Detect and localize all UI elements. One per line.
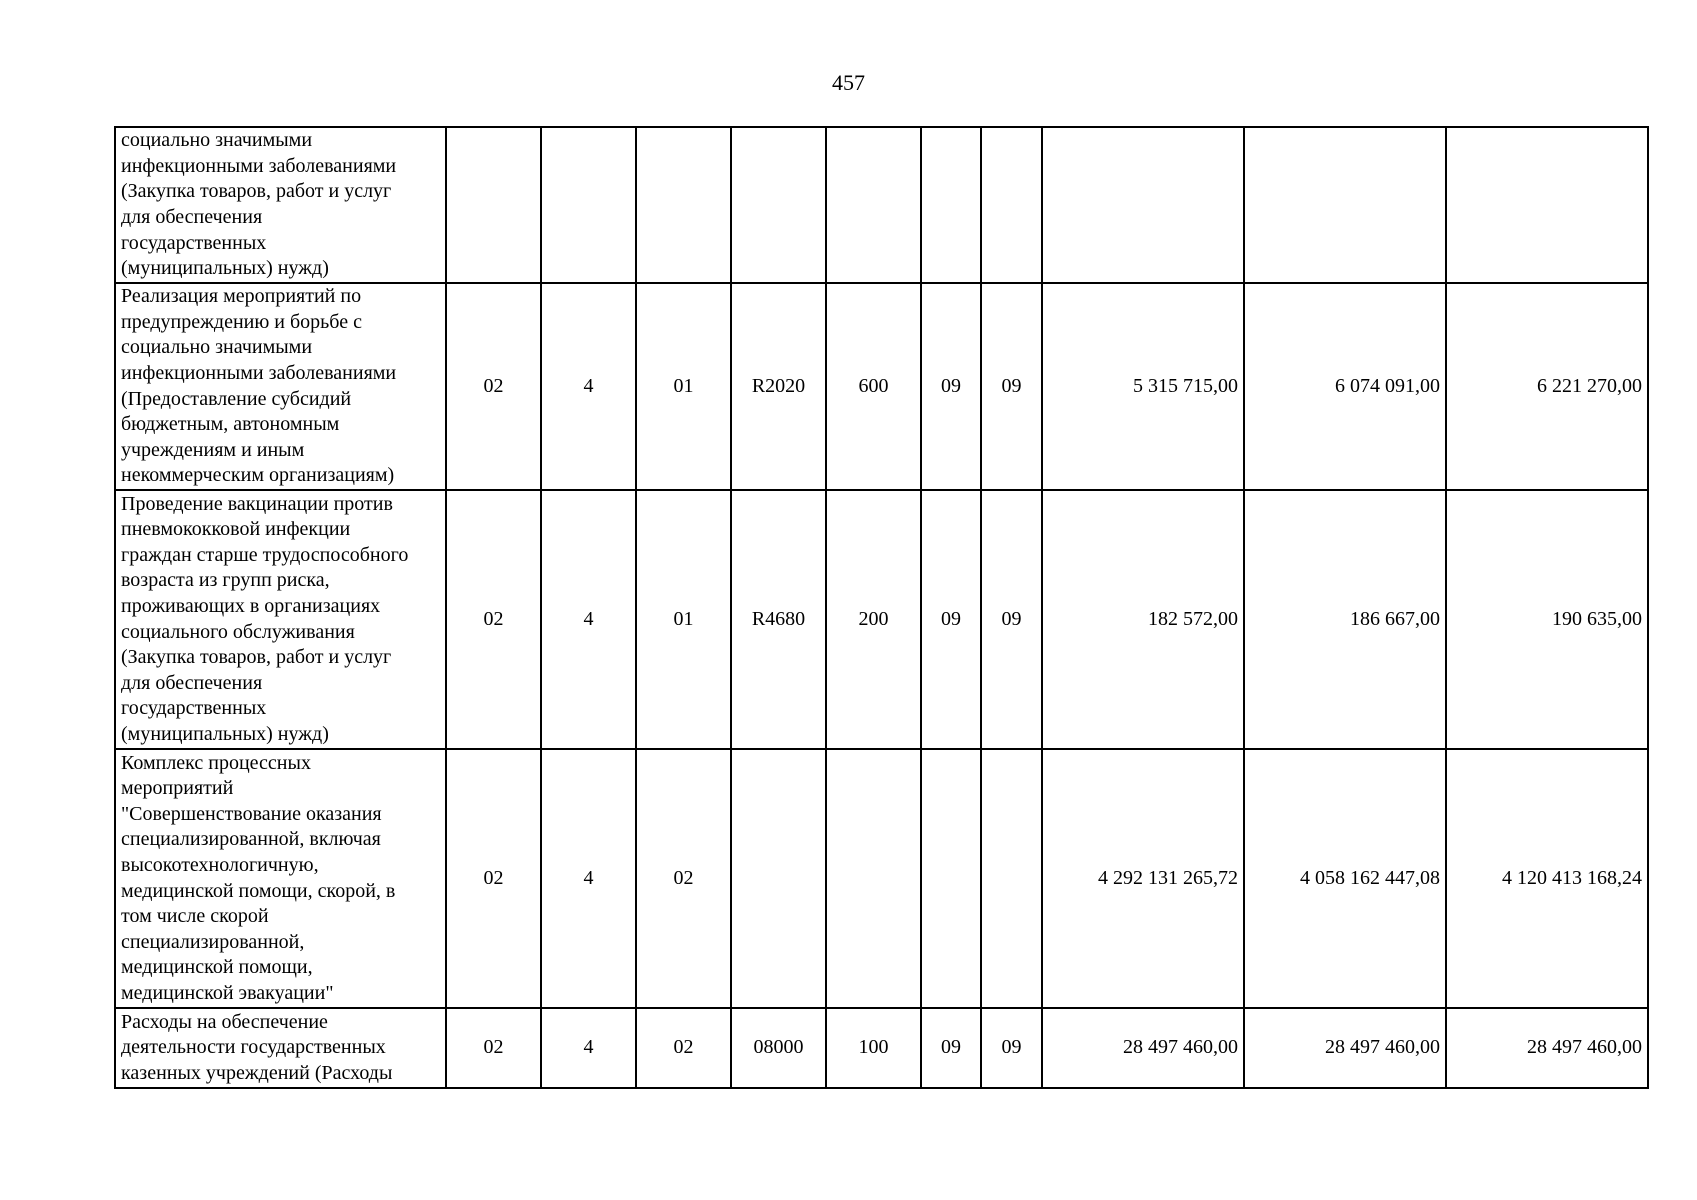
expense-name-line: государственных: [121, 697, 267, 720]
expense-name-line: специализированной,: [121, 930, 305, 953]
expense-name-line: бюджетным, автономным: [121, 413, 340, 436]
expense-type-code-cell: 600: [826, 283, 921, 490]
expense-name-line: возраста из групп риска,: [121, 569, 330, 592]
expense-name-line: специализированной, включая: [121, 828, 381, 851]
direction-code-cell: [731, 749, 826, 1008]
sum-year-1-cell: 4 292 131 265,72: [1042, 749, 1244, 1008]
expense-name-line: "Совершенствование оказания: [121, 802, 382, 825]
sum-year-3-cell: 6 221 270,00: [1446, 283, 1648, 490]
expense-name-line: (муниципальных) нужд): [121, 257, 329, 280]
program-code-cell: 02: [446, 283, 541, 490]
section-code-cell: [921, 127, 981, 283]
subprogram-code-cell: [541, 127, 636, 283]
expense-name-line: том числе скорой: [121, 905, 269, 928]
expense-name-line: деятельности государственных: [121, 1036, 386, 1059]
subprogram-code-cell: 4: [541, 749, 636, 1008]
expense-name-line: медицинской эвакуации": [121, 981, 334, 1004]
table-row: [115, 490, 1648, 749]
sum-year-3-cell: 4 120 413 168,24: [1446, 749, 1648, 1008]
direction-code-cell: R4680: [731, 490, 826, 749]
section-code-cell: 09: [921, 1008, 981, 1088]
subsection-code-cell: [981, 127, 1042, 283]
sum-year-1-cell: [1042, 127, 1244, 283]
sum-year-1-cell: 182 572,00: [1042, 490, 1244, 749]
expense-name-line: социально значимыми: [121, 129, 313, 152]
program-code-cell: 02: [446, 490, 541, 749]
table-row: [115, 127, 1648, 283]
sum-year-1-cell: 28 497 460,00: [1042, 1008, 1244, 1088]
program-code-cell: 02: [446, 1008, 541, 1088]
expense-name-line: граждан старше трудоспособного: [121, 543, 409, 566]
expense-name-line: Расходы на обеспечение: [121, 1010, 328, 1033]
sum-year-1-cell: 5 315 715,00: [1042, 283, 1244, 490]
program-code-cell: 02: [446, 749, 541, 1008]
structure-code-cell: 02: [636, 749, 731, 1008]
table-row: [115, 1008, 1648, 1088]
subsection-code-cell: 09: [981, 283, 1042, 490]
subprogram-code-cell: 4: [541, 283, 636, 490]
expense-name-cell: [115, 490, 446, 749]
expense-type-code-cell: 200: [826, 490, 921, 749]
structure-code-cell: 01: [636, 490, 731, 749]
expense-name-line: Проведение вакцинации против: [121, 492, 393, 515]
expense-type-code-cell: [826, 127, 921, 283]
sum-year-2-cell: 6 074 091,00: [1244, 283, 1446, 490]
expense-name-line: (муниципальных) нужд): [121, 722, 329, 745]
section-code-cell: 09: [921, 490, 981, 749]
expense-name-line: для обеспечения: [121, 206, 263, 228]
expense-name-line: социального обслуживания: [121, 620, 355, 643]
expense-type-code-cell: [826, 749, 921, 1008]
expense-name-line: для обеспечения: [121, 671, 263, 694]
expense-name-line: учреждениям и иным: [121, 438, 305, 461]
sum-year-3-cell: 190 635,00: [1446, 490, 1648, 749]
budget-table: [114, 126, 1649, 1089]
sum-year-2-cell: 28 497 460,00: [1244, 1008, 1446, 1088]
direction-code-cell: [731, 127, 826, 283]
structure-code-cell: 02: [636, 1008, 731, 1088]
expense-name-line: высокотехнологичную,: [121, 853, 319, 876]
expense-name-cell: [115, 127, 446, 283]
page-number: 457: [832, 70, 865, 95]
expense-name-line: пневмококковой инфекции: [121, 518, 351, 541]
sum-year-2-cell: 186 667,00: [1244, 490, 1446, 749]
program-code-cell: [446, 127, 541, 283]
expense-name-line: некоммерческим организациям): [121, 464, 395, 487]
expense-name-line: социально значимыми: [121, 336, 313, 359]
direction-code-cell: R2020: [731, 283, 826, 490]
subprogram-code-cell: 4: [541, 1008, 636, 1088]
expense-name-cell: [115, 749, 446, 1008]
sum-year-2-cell: 4 058 162 447,08: [1244, 749, 1446, 1008]
expense-name-line: предупреждению и борьбе с: [121, 310, 362, 333]
expense-name-line: медицинской помощи,: [121, 956, 313, 979]
sum-year-3-cell: [1446, 127, 1648, 283]
sum-year-3-cell: 28 497 460,00: [1446, 1008, 1648, 1088]
expense-name-line: (Закупка товаров, работ и услуг: [121, 646, 392, 669]
expense-name-cell: [115, 1008, 446, 1088]
expense-name-line: (Закупка товаров, работ и услуг: [121, 180, 392, 203]
section-code-cell: [921, 749, 981, 1008]
table-row: [115, 749, 1648, 1008]
section-code-cell: 09: [921, 283, 981, 490]
expense-name-line: инфекционными заболеваниями: [121, 361, 397, 384]
expense-name-line: мероприятий: [121, 777, 234, 800]
expense-name-line: инфекционными заболеваниями: [121, 154, 397, 177]
expense-name-line: (Предоставление субсидий: [121, 387, 352, 410]
expense-name-line: медицинской помощи, скорой, в: [121, 879, 396, 902]
table-row: [115, 283, 1648, 490]
expense-name-line: Реализация мероприятий по: [121, 285, 362, 308]
expense-name-line: Комплекс процессных: [121, 751, 311, 774]
expense-name-line: казенных учреждений (Расходы: [121, 1061, 393, 1084]
expense-type-code-cell: 100: [826, 1008, 921, 1088]
structure-code-cell: 01: [636, 283, 731, 490]
subsection-code-cell: 09: [981, 1008, 1042, 1088]
expense-name-line: проживающих в организациях: [121, 594, 381, 617]
structure-code-cell: [636, 127, 731, 283]
subsection-code-cell: [981, 749, 1042, 1008]
subprogram-code-cell: 4: [541, 490, 636, 749]
sum-year-2-cell: [1244, 127, 1446, 283]
expense-name-line: государственных: [121, 231, 267, 254]
subsection-code-cell: 09: [981, 490, 1042, 749]
direction-code-cell: 08000: [731, 1008, 826, 1088]
expense-name-cell: [115, 283, 446, 490]
